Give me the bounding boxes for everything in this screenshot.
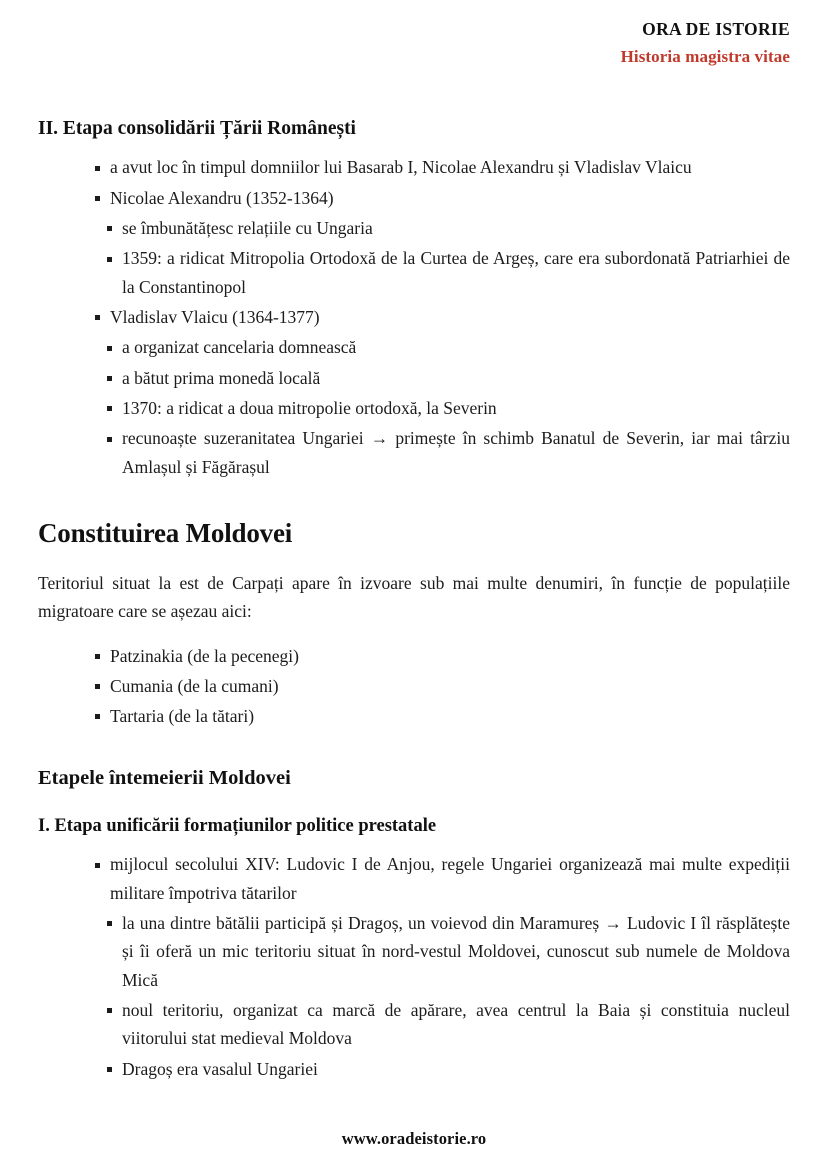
list-item xyxy=(107,909,790,994)
bullet-square-icon xyxy=(107,1008,112,1013)
list-item xyxy=(95,672,790,700)
bullet-square-icon xyxy=(95,196,100,201)
stage-one-sublist xyxy=(38,909,790,1083)
list-item xyxy=(107,394,790,422)
list-item-label: recunoaște suzeranitatea Ungariei → primește în schimb Banatul de Severin, iar mai târziu Amlașul și Făgărașul xyxy=(122,428,790,477)
stage-two-list xyxy=(38,153,790,212)
list-item-label: Patzinakia (de la pecenegi) xyxy=(110,645,299,666)
bullet-square-icon xyxy=(107,346,112,351)
moldova-names-list xyxy=(38,642,790,731)
list-item-label: mijlocul secolului XIV: Ludovic I de Anjou, regele Ungariei organizează mai multe expediții militare împotriva tătarilor xyxy=(110,854,790,903)
list-item-label: Nicolae Alexandru (1352-1364) xyxy=(110,187,334,208)
list-item xyxy=(95,303,790,331)
list-item-label: se îmbunătățesc relațiile cu Ungaria xyxy=(122,218,373,238)
bullet-square-icon xyxy=(107,1067,112,1072)
list-item-label: Cumania (de la cumani) xyxy=(110,675,279,696)
stage-one-list xyxy=(38,850,790,907)
list-item xyxy=(107,214,790,242)
footer-website: www.oradeistorie.ro xyxy=(341,1129,487,1148)
bullet-square-icon xyxy=(107,437,112,442)
document-header xyxy=(38,0,790,68)
list-item-label: Dragoș era vasalul Ungariei xyxy=(122,1058,318,1079)
bullet-square-icon xyxy=(95,654,100,659)
heading-stage-two: II. Etapa consolidării Țării Românești xyxy=(38,117,356,139)
list-item xyxy=(95,184,790,212)
bullet-square-icon xyxy=(95,714,100,719)
bullet-square-icon xyxy=(107,226,112,231)
vladislav-sublist xyxy=(38,333,790,481)
bullet-square-icon xyxy=(95,315,100,320)
heading-constituirea-moldovei: Constituirea Moldovei xyxy=(38,518,293,549)
list-item-label: 1370: a ridicat a doua mitropolie ortodoxă, la Severin xyxy=(122,398,497,419)
list-item-label: noul teritoriu, organizat ca marcă de apărare, avea centrul la Baia și constituia nucleul viitorului stat medieval Moldova xyxy=(122,999,790,1049)
list-item-label: Tartaria (de la tătari) xyxy=(110,706,255,727)
brand-title: ORA DE ISTORIE xyxy=(642,19,790,39)
vladislav-list xyxy=(38,303,790,331)
bullet-square-icon xyxy=(107,406,112,411)
list-item-label: la una dintre bătălii participă și Dragoș, un voievod din Maramureș → Ludovic I îl răsplătește și îi oferă un mic teritoriu situat în nord-vestul Moldovei, cunoscut sub numele de Moldova Mică xyxy=(122,912,790,990)
list-item xyxy=(107,333,790,361)
list-item-label: a organizat cancelaria domnească xyxy=(122,337,357,358)
bullet-square-icon xyxy=(107,921,112,926)
list-item xyxy=(95,642,790,670)
paragraph-moldova-intro: Teritoriul situat la est de Carpați apare în izvoare sub mai multe denumiri, în funcție de populațiile migratoare care se așezau aici: xyxy=(38,572,790,622)
list-item xyxy=(107,1055,790,1083)
list-item-label: 1359: a ridicat Mitropolia Ortodoxă de la Curtea de Argeș, care era subordonată Patriarhiei de la Constantinopol xyxy=(122,248,790,297)
nicolae-sublist xyxy=(38,214,790,301)
list-item-label: a bătut prima monedă locală xyxy=(122,367,321,388)
list-item xyxy=(107,244,790,301)
list-item xyxy=(107,364,790,392)
list-item xyxy=(95,153,790,181)
heading-etapele-intemeierii: Etapele întemeierii Moldovei xyxy=(38,766,291,789)
list-item xyxy=(95,702,790,730)
bullet-square-icon xyxy=(95,166,100,171)
heading-stage-one: I. Etapa unificării formațiunilor politice prestatale xyxy=(38,816,437,837)
list-item xyxy=(95,850,790,907)
brand-motto: Historia magistra vitae xyxy=(620,46,790,66)
bullet-square-icon xyxy=(95,684,100,689)
list-item xyxy=(107,996,790,1053)
bullet-square-icon xyxy=(107,376,112,381)
list-item-label: Vladislav Vlaicu (1364-1377) xyxy=(110,307,320,328)
bullet-square-icon xyxy=(95,863,100,868)
bullet-square-icon xyxy=(107,257,112,262)
list-item-label: a avut loc în timpul domniilor lui Basarab I, Nicolae Alexandru și Vladislav Vlaicu xyxy=(110,157,692,178)
list-item xyxy=(107,424,790,481)
